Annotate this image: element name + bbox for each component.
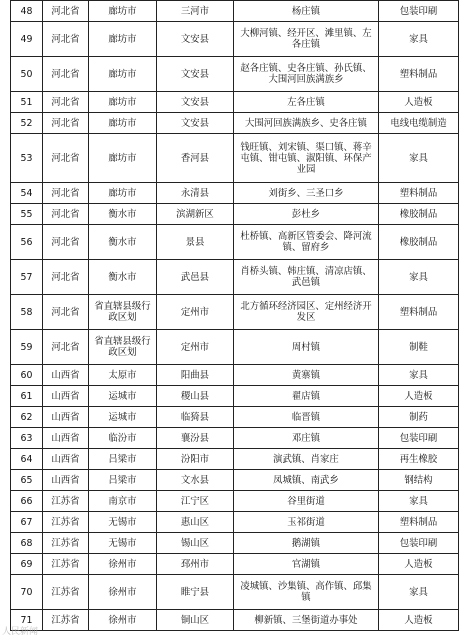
city-cell: 吕梁市 [89,470,157,491]
province-cell: 河北省 [43,57,89,92]
province-cell: 江苏省 [43,610,89,631]
city-cell: 廊坊市 [89,183,157,204]
towns-cell: 凤城镇、南武乡 [234,470,379,491]
table-row [11,470,459,491]
row-number: 57 [11,260,43,295]
province-cell: 河北省 [43,113,89,134]
row-number: 56 [11,225,43,260]
industry-cell: 塑料制品 [379,512,459,533]
table-row [11,260,459,295]
row-number: 58 [11,295,43,330]
province-cell: 山西省 [43,428,89,449]
row-number: 70 [11,575,43,610]
industry-cell: 包装印刷 [379,428,459,449]
towns-cell: 赵各庄镇、史各庄镇、孙氏镇、大围河回族满族乡 [234,57,379,92]
industry-cell: 家具 [379,260,459,295]
towns-cell: 演武镇、肖家庄 [234,449,379,470]
towns-cell: 玉祁街道 [234,512,379,533]
row-number: 51 [11,92,43,113]
county-cell: 滨湖新区 [157,204,234,225]
towns-cell: 钱旺镇、刘宋镇、渠口镇、蒋辛屯镇、钳屯镇、淑阳镇、环保产业园 [234,134,379,183]
row-number: 62 [11,407,43,428]
province-cell: 江苏省 [43,491,89,512]
table-row [11,365,459,386]
county-cell: 文安县 [157,57,234,92]
city-cell: 衡水市 [89,204,157,225]
city-cell: 廊坊市 [89,57,157,92]
province-cell: 河北省 [43,134,89,183]
towns-cell: 大柳河镇、经开区、滩里镇、左各庄镇 [234,22,379,57]
city-cell: 廊坊市 [89,113,157,134]
towns-cell: 北方循环经济园区、定州经济开发区 [234,295,379,330]
province-cell: 山西省 [43,386,89,407]
table-row [11,533,459,554]
table-row [11,204,459,225]
industry-cell: 家具 [379,365,459,386]
row-number: 67 [11,512,43,533]
province-cell: 山西省 [43,365,89,386]
county-cell: 惠山区 [157,512,234,533]
county-cell: 文安县 [157,113,234,134]
city-cell: 徐州市 [89,610,157,631]
province-cell: 河北省 [43,92,89,113]
row-number: 63 [11,428,43,449]
province-cell: 山西省 [43,449,89,470]
county-cell: 邳州市 [157,554,234,575]
city-cell: 廊坊市 [89,134,157,183]
towns-cell: 刘街乡、三圣口乡 [234,183,379,204]
province-cell: 河北省 [43,22,89,57]
industry-cell: 塑料制品 [379,57,459,92]
row-number: 64 [11,449,43,470]
table-row [11,575,459,610]
province-cell: 河北省 [43,225,89,260]
city-cell: 运城市 [89,407,157,428]
city-cell: 廊坊市 [89,1,157,22]
city-cell: 无锡市 [89,512,157,533]
towns-cell: 杨庄镇 [234,1,379,22]
industry-cell: 钢结构 [379,470,459,491]
industry-cell: 人造板 [379,610,459,631]
industry-cell: 制药 [379,407,459,428]
industry-cell: 电线电缆制造 [379,113,459,134]
table-row [11,57,459,92]
industry-cell: 人造板 [379,92,459,113]
province-cell: 江苏省 [43,512,89,533]
table-row [11,92,459,113]
row-number: 59 [11,330,43,365]
row-number: 48 [11,1,43,22]
industry-cell: 家具 [379,22,459,57]
row-number: 71 [11,610,43,631]
city-cell: 省直辖县级行政区划 [89,330,157,365]
city-cell: 廊坊市 [89,22,157,57]
towns-cell: 翟店镇 [234,386,379,407]
county-cell: 定州市 [157,330,234,365]
county-cell: 永清县 [157,183,234,204]
county-cell: 景县 [157,225,234,260]
table-row [11,295,459,330]
city-cell: 临汾市 [89,428,157,449]
county-cell: 江宁区 [157,491,234,512]
province-cell: 山西省 [43,407,89,428]
industry-cell: 家具 [379,134,459,183]
towns-cell: 柳新镇、三堡街道办事处 [234,610,379,631]
towns-cell: 凌城镇、沙集镇、高作镇、邱集镇 [234,575,379,610]
table-row [11,407,459,428]
industry-cell: 包装印刷 [379,1,459,22]
industry-cell: 塑料制品 [379,295,459,330]
county-cell: 武邑县 [157,260,234,295]
industry-cell: 橡胶制品 [379,225,459,260]
table-row [11,225,459,260]
towns-cell: 临晋镇 [234,407,379,428]
province-cell: 河北省 [43,1,89,22]
province-cell: 河北省 [43,330,89,365]
county-cell: 睢宁县 [157,575,234,610]
table-row [11,428,459,449]
towns-cell: 谷里街道 [234,491,379,512]
row-number: 69 [11,554,43,575]
table-row [11,113,459,134]
table-row [11,554,459,575]
table-row [11,512,459,533]
city-cell: 廊坊市 [89,92,157,113]
city-cell: 运城市 [89,386,157,407]
industry-cell: 橡胶制品 [379,204,459,225]
industry-cell: 家具 [379,491,459,512]
watermark: 人民新闻 [2,627,39,637]
industry-cell: 再生橡胶 [379,449,459,470]
industry-cell: 家具 [379,575,459,610]
row-number: 52 [11,113,43,134]
county-cell: 阳曲县 [157,365,234,386]
industry-cell: 制鞋 [379,330,459,365]
row-number: 60 [11,365,43,386]
towns-cell: 黄寨镇 [234,365,379,386]
county-cell: 文安县 [157,92,234,113]
industry-cell: 塑料制品 [379,183,459,204]
county-cell: 汾阳市 [157,449,234,470]
towns-cell: 左各庄镇 [234,92,379,113]
county-cell: 锡山区 [157,533,234,554]
row-number: 65 [11,470,43,491]
towns-cell: 杜桥镇、高新区管委会、降河流镇、留府乡 [234,225,379,260]
industry-cluster-table [10,0,459,631]
city-cell: 南京市 [89,491,157,512]
city-cell: 省直辖县级行政区划 [89,295,157,330]
province-cell: 河北省 [43,260,89,295]
table-row [11,134,459,183]
row-number: 54 [11,183,43,204]
city-cell: 徐州市 [89,554,157,575]
towns-cell: 邓庄镇 [234,428,379,449]
county-cell: 三河市 [157,1,234,22]
row-number: 61 [11,386,43,407]
table-row [11,183,459,204]
county-cell: 稷山县 [157,386,234,407]
province-cell: 江苏省 [43,533,89,554]
province-cell: 山西省 [43,470,89,491]
province-cell: 河北省 [43,295,89,330]
row-number: 68 [11,533,43,554]
industry-cell: 包装印刷 [379,533,459,554]
towns-cell: 官湖镇 [234,554,379,575]
city-cell: 无锡市 [89,533,157,554]
towns-cell: 鹅湖镇 [234,533,379,554]
towns-cell: 彭杜乡 [234,204,379,225]
table-row [11,1,459,22]
table-row [11,610,459,631]
row-number: 49 [11,22,43,57]
county-cell: 定州市 [157,295,234,330]
county-cell: 文安县 [157,22,234,57]
towns-cell: 周村镇 [234,330,379,365]
county-cell: 香河县 [157,134,234,183]
row-number: 50 [11,57,43,92]
city-cell: 徐州市 [89,575,157,610]
city-cell: 吕梁市 [89,449,157,470]
industry-cell: 人造板 [379,386,459,407]
table-row [11,386,459,407]
row-number: 53 [11,134,43,183]
towns-cell: 肖桥头镇、韩庄镇、清凉店镇、武邑镇 [234,260,379,295]
table-body [11,1,459,631]
row-number: 66 [11,491,43,512]
city-cell: 太原市 [89,365,157,386]
province-cell: 河北省 [43,204,89,225]
county-cell: 文水县 [157,470,234,491]
table-row [11,449,459,470]
table-row [11,22,459,57]
table-row [11,491,459,512]
province-cell: 河北省 [43,183,89,204]
table-row [11,330,459,365]
city-cell: 衡水市 [89,260,157,295]
county-cell: 临猗县 [157,407,234,428]
county-cell: 铜山区 [157,610,234,631]
county-cell: 襄汾县 [157,428,234,449]
industry-cell: 人造板 [379,554,459,575]
towns-cell: 大围河回族满族乡、史各庄镇 [234,113,379,134]
province-cell: 江苏省 [43,575,89,610]
province-cell: 江苏省 [43,554,89,575]
city-cell: 衡水市 [89,225,157,260]
row-number: 55 [11,204,43,225]
